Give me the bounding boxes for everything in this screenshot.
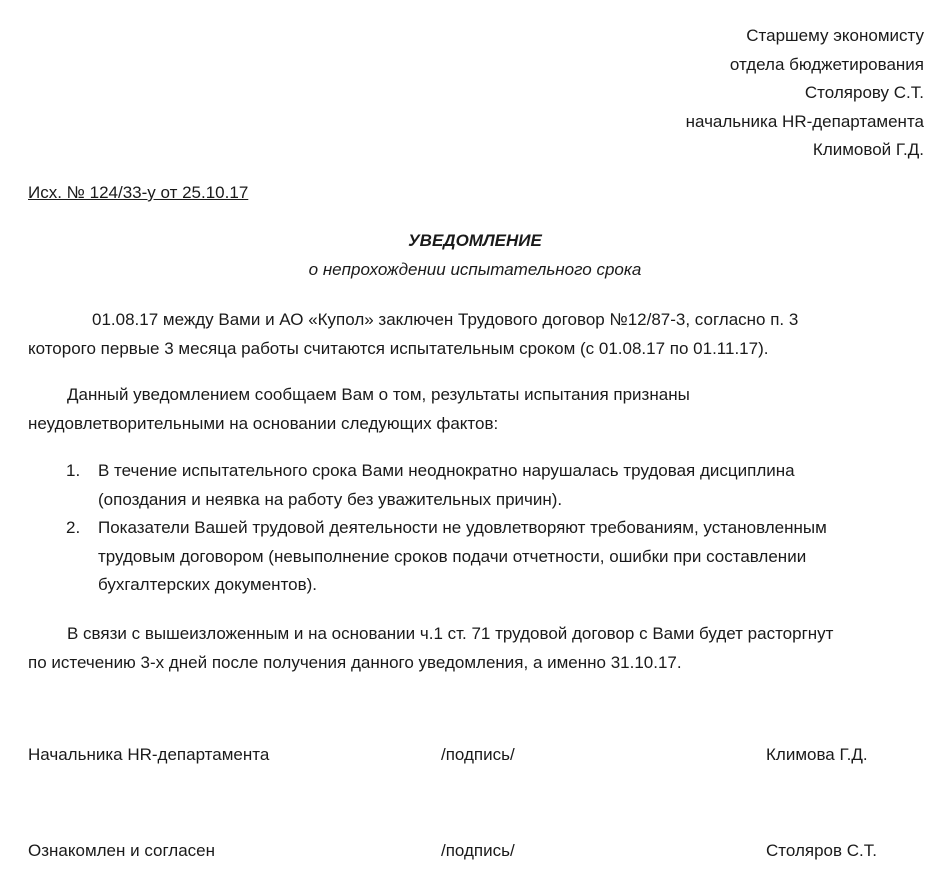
list-number: 1. (66, 461, 81, 480)
paragraph-line: 01.08.17 между Вами и АО «Купол» заключен Трудового договор №12/87-3, согласно п. 3 (92, 310, 799, 329)
paragraph-line: Данный уведомлением сообщаем Вам о том, результаты испытания признаны (67, 385, 690, 404)
document-subtitle: о непрохождении испытательного срока (308, 260, 642, 279)
paragraph-termination (28, 620, 928, 677)
paragraph-notice (28, 381, 928, 438)
signature-role: Ознакомлен и согласен (28, 841, 216, 860)
list-item (28, 457, 928, 514)
paragraph-line: по истечению 3-х дней после получения данного уведомления, а именно 31.10.17. (28, 652, 682, 672)
sender-name: Климовой Г.Д. (812, 140, 924, 159)
document-title: УВЕДОМЛЕНИЕ (408, 231, 542, 250)
paragraph-line: В связи с вышеизложенным и на основании ч.1 ст. 71 трудовой договор с Вами будет расторгнут (67, 624, 834, 643)
list-line: Показатели Вашей трудовой деятельности не удовлетворяют требованиям, установленным (98, 518, 827, 537)
signature-name: Климова Г.Д. (766, 745, 868, 764)
signature-placeholder: /подпись/ (441, 841, 515, 860)
paragraph-line: неудовлетворительными на основании следующих фактов: (28, 413, 499, 433)
sender-position: начальника HR-департамента (685, 111, 924, 131)
addressee-block (686, 22, 924, 165)
addressee-name: Столярову С.Т. (804, 83, 924, 102)
addressee-department: отдела бюджетирования (729, 54, 924, 74)
list-line: трудовым договором (невыполнение сроков подачи отчетности, ошибки при составлении (98, 546, 807, 566)
paragraph-line: которого первые 3 месяца работы считаются испытательным сроком (с 01.08.17 по 01.11.17). (28, 338, 769, 358)
addressee-position: Старшему экономисту (746, 26, 924, 45)
signature-placeholder: /подпись/ (441, 745, 515, 764)
paragraph-contract (28, 306, 928, 363)
signature-role: Начальника HR-департамента (28, 745, 270, 764)
list-number: 2. (66, 518, 81, 537)
list-line: (опоздания и неявка на работу без уважительных причин). (98, 489, 563, 509)
list-item (28, 514, 928, 600)
signature-name: Столяров С.Т. (766, 841, 877, 860)
outgoing-reference: Исх. № 124/33-у от 25.10.17 (28, 183, 249, 202)
list-line: бухгалтерских документов). (98, 575, 318, 594)
list-line: В течение испытательного срока Вами неоднократно нарушалась трудовая дисциплина (98, 461, 795, 480)
